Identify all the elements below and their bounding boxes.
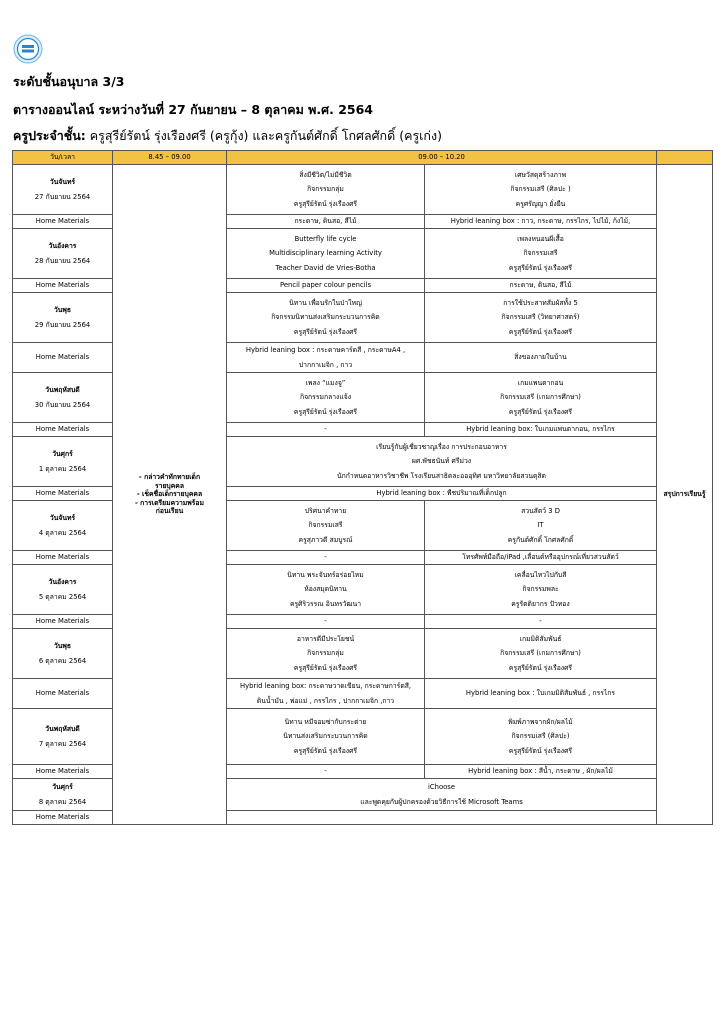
activity-line: เพลง “แมงจู” xyxy=(305,378,346,387)
activity-line: นักกำหนดอาหารวิชาชีพ โรงเรียนสาธิตละอออุทิศ มหาวิทยาลัยสวนดุสิต xyxy=(337,471,546,480)
activity-line: เพลงหนอนผีเสื้อ xyxy=(517,234,564,243)
activity-line: สิ่งมีชีวิต/ไม่มีชีวิต xyxy=(299,170,352,179)
activity-line: Multidisciplinary learning Activity xyxy=(269,249,382,258)
activity-line: พิมพ์ภาพจากผัก/ผลไม้ xyxy=(508,717,573,726)
day-date: 1 ตุลาคม 2564 xyxy=(38,464,87,473)
home-materials-label: Home Materials xyxy=(13,811,113,825)
activity-line: ครูสุรีย์รัตน์ รุ่งเรืองศรี xyxy=(293,746,358,755)
activity-merged-cell xyxy=(227,437,657,487)
activity-line: ครูสุรีย์รัตน์ รุ่งเรืองศรี xyxy=(293,327,358,336)
schedule-table xyxy=(12,150,713,825)
morning-routine-item: ก่อนเรียน xyxy=(155,507,184,516)
activity-line: IT xyxy=(537,521,544,530)
day-cell xyxy=(13,779,113,811)
activity-left-cell xyxy=(227,229,425,279)
home-materials-right: กระดาษ, ดินสอ, สีไม้ xyxy=(425,279,657,293)
activity-right-cell xyxy=(425,373,657,423)
schedule-title: ตารางออนไลน์ ระหว่างวันที่ 27 กันยายน – 8 ตุลาคม พ.ศ. 2564 xyxy=(13,102,373,117)
activity-line: การใช้ประสาทสัมผัสทั้ง 5 xyxy=(503,298,578,307)
activity-line: Teacher David de Vries-Botha xyxy=(275,263,376,272)
day-cell xyxy=(13,565,113,615)
home-materials-right: Hybrid leaning box : ใบเกมมิติสัมพันธ์ , กรรไกร xyxy=(425,679,657,709)
header-time-2: 09.00 – 10.20 xyxy=(227,151,657,165)
activity-left-cell xyxy=(227,709,425,765)
activity-line: กิจกรรมเสรี (เกมการศึกษา) xyxy=(500,393,581,402)
activity-line: กิจกรรมนิทานส่งเสริมกระบวนการคิด xyxy=(271,313,380,322)
activity-line: Butterfly life cycle xyxy=(294,234,357,243)
activity-merged-cell xyxy=(227,779,657,811)
home-materials-right: Hybrid leaning box : กาว, กระดาษ, กรรไกร, ไปไม้, ก้งไม้, xyxy=(425,215,657,229)
material-line: ปากกาเมจิก , กาว xyxy=(298,360,353,369)
material-line: Hybrid leaning box: กระดาษวาดเขียน, กระดาษการ์ดสี, xyxy=(239,682,412,691)
home-materials-right: Hybrid leaning box : สีน้ำ, กระดาษ , ผัก/ผลไม้ xyxy=(425,765,657,779)
activity-right-cell xyxy=(425,629,657,679)
teacher-names: ครูสุรีย์รัตน์ รุ่งเรืองศรี (ครูกุ้ง) และครูกันต์ศักดิ์ โกศลศักดิ์ (ครูเก่ง) xyxy=(89,128,442,143)
home-materials-label: Home Materials xyxy=(13,215,113,229)
activity-line: ครูสุรีย์รัตน์ รุ่งเรืองศรี xyxy=(508,407,573,416)
schedule-body xyxy=(13,165,713,825)
home-materials-left: กระดาษ, ดินสอ, สีไม้ xyxy=(227,215,425,229)
day-name: วันอังคาร xyxy=(48,242,77,251)
activity-left-cell xyxy=(227,501,425,551)
day-date: 5 ตุลาคม 2564 xyxy=(38,592,87,601)
activity-right-cell xyxy=(425,709,657,765)
morning-routine-item: - กล่าวคำทักทายเด็ก xyxy=(138,473,201,482)
activity-line: กิจกรรมกลุ่ม xyxy=(307,649,344,658)
activity-line: ครูสุรีย์รัตน์ รุ่งเรืองศรี xyxy=(508,327,573,336)
material-line: Hybrid leaning box : กระดาษคาร์ดสี , กระดาษA4 , xyxy=(245,346,406,355)
day-date: 30 กันยายน 2564 xyxy=(34,400,91,409)
activity-line: กิจกรรมเสรี (ศิลปะ) xyxy=(511,732,570,741)
day-row xyxy=(13,165,713,215)
activity-line: กิจกรรมเสรี (เกมการศึกษา) xyxy=(500,649,581,658)
morning-routine-item: - การเตรียมความพร้อม xyxy=(135,498,204,507)
activity-line: นิทาน พระจันทร์อร่อยไหม xyxy=(287,570,364,579)
activity-line: กิจกรรมเสรี (วิทยาศาสตร์) xyxy=(501,313,580,322)
day-name: วันพุธ xyxy=(53,642,72,651)
home-materials-right: Hybrid leaning box: ใบเกมแพนตากอน, กรรไกร xyxy=(425,423,657,437)
activity-line: ครูศรัญญา ยั่งยืน xyxy=(515,199,566,208)
day-name: วันพฤหัสบดี xyxy=(45,386,80,395)
activity-right-cell xyxy=(425,165,657,215)
home-materials-left: - xyxy=(227,423,425,437)
activity-line: นิทานส่งเสริมกระบวนการคิด xyxy=(283,732,368,741)
home-materials-label: Home Materials xyxy=(13,679,113,709)
activity-line: อาหารดีมีประโยชน์ xyxy=(296,634,355,643)
day-date: 29 กันยายน 2564 xyxy=(34,320,91,329)
activity-line: กิจกรรมกลุ่ม xyxy=(307,185,344,194)
activity-line: ครูสุรีย์รัตน์ รุ่งเรืองศรี xyxy=(293,663,358,672)
activity-line: ครูศิริวรรณ อินทรวัฒนา xyxy=(289,599,362,608)
activity-right-cell xyxy=(425,565,657,615)
activity-line: เรียนรู้กับผู้เชี่ยวชาญเรื่อง การประกอบอาหาร xyxy=(376,442,507,451)
activity-left-cell xyxy=(227,629,425,679)
morning-routine-item: - เช็คชื่อเด็กรายบุคคล xyxy=(136,490,203,499)
activity-line: กิจกรรมกลางแจ้ง xyxy=(299,393,352,402)
day-cell xyxy=(13,709,113,765)
day-name: วันจันทร์ xyxy=(49,514,76,523)
activity-line: ครูสุรีย์รัตน์ รุ่งเรืองศรี xyxy=(508,663,573,672)
day-date: 28 กันยายน 2564 xyxy=(34,256,91,265)
day-cell xyxy=(13,293,113,343)
day-cell xyxy=(13,165,113,215)
activity-left-cell xyxy=(227,165,425,215)
home-materials-left xyxy=(227,679,425,709)
day-cell xyxy=(13,229,113,279)
home-materials-label: Home Materials xyxy=(13,487,113,501)
header-blank xyxy=(657,151,713,165)
day-cell xyxy=(13,373,113,423)
header-time-1: 8.45 – 09.00 xyxy=(113,151,227,165)
activity-line: ครูกันต์ศักดิ์ โกศลศักดิ์ xyxy=(507,535,574,544)
home-materials-label: Home Materials xyxy=(13,423,113,437)
activity-right-cell xyxy=(425,229,657,279)
day-cell xyxy=(13,437,113,487)
day-date: 6 ตุลาคม 2564 xyxy=(38,656,87,665)
activity-line: ห้องสมุดนิทาน xyxy=(304,585,347,594)
day-date: 8 ตุลาคม 2564 xyxy=(38,797,87,806)
activity-line: สวนสัตว์ 3 D xyxy=(521,506,560,515)
day-name: วันศุกร์ xyxy=(52,783,73,792)
activity-line: ครูสุรีย์รัตน์ รุ่งเรืองศรี xyxy=(508,263,573,272)
activity-left-cell xyxy=(227,373,425,423)
activity-right-cell xyxy=(425,293,657,343)
day-name: วันพฤหัสบดี xyxy=(45,725,80,734)
activity-right-cell xyxy=(425,501,657,551)
class-level: ระดับชั้นอนุบาล 3/3 xyxy=(13,74,125,89)
day-cell xyxy=(13,501,113,551)
activity-line: กิจกรรมเสรี xyxy=(308,521,343,530)
teacher-label: ครูประจำชั้น: xyxy=(13,128,86,143)
home-materials-label: Home Materials xyxy=(13,615,113,629)
morning-routine-cell xyxy=(113,165,227,825)
school-logo xyxy=(13,34,43,64)
activity-line: ครูสุภาวดี สมบูรณ์ xyxy=(298,535,353,544)
activity-line: เศษวัสดุสร้างภาพ xyxy=(514,170,567,179)
header-day-time: วัน/เวลา xyxy=(13,151,113,165)
activity-line: เคลื่อนไหวไปกับสี xyxy=(514,570,567,579)
day-name: วันจันทร์ xyxy=(49,178,76,187)
activity-line: กิจกรรมเสรี (ศิลปะ ) xyxy=(510,185,571,194)
activity-line: ครูสุรีย์รัตน์ รุ่งเรืองศรี xyxy=(293,199,358,208)
home-materials-label: Home Materials xyxy=(13,551,113,565)
home-materials-label: Home Materials xyxy=(13,279,113,293)
home-materials-label: Home Materials xyxy=(13,765,113,779)
home-materials-left: - xyxy=(227,765,425,779)
activity-line: กิจกรรมพละ xyxy=(522,585,559,594)
morning-routine-item: รายบุคคล xyxy=(154,481,185,490)
activity-line: ปริศนาคำทาย xyxy=(304,506,347,515)
home-materials-left xyxy=(227,343,425,373)
activity-line: และพูดคุยกับผู้ปกครองด้วยวิธีการใช้ Microsoft Teams xyxy=(360,797,523,806)
home-materials-merged: Hybrid leaning box : พืชปริมาณที่เด็กปลูก xyxy=(227,487,657,501)
day-date: 7 ตุลาคม 2564 xyxy=(38,739,87,748)
home-materials-left: - xyxy=(227,615,425,629)
day-date: 4 ตุลาคม 2564 xyxy=(38,528,87,537)
activity-line: ครูสุรีย์รัตน์ รุ่งเรืองศรี xyxy=(293,407,358,416)
day-date: 27 กันยายน 2564 xyxy=(34,192,91,201)
activity-line: นิทาน หมีจอมซ่ากับกระต่าย xyxy=(284,717,367,726)
home-materials-right: - xyxy=(425,615,657,629)
home-materials-left: - xyxy=(227,551,425,565)
material-line: ดินน้ำมัน , พ่อแม่ , กรรไกร , ปากกาเมจิก ,กาว xyxy=(256,696,395,705)
teachers-line xyxy=(13,126,442,146)
activity-line: iChoose xyxy=(428,783,455,792)
home-materials-right: โทรศัพท์มือถือ/iPad ,เลื่อนต์หรืออุปกรณ์เที่ยวสวนสัตว์ xyxy=(425,551,657,565)
activity-line: นิทาน เพื่อนรักในป่าใหญ่ xyxy=(289,298,362,307)
activity-line: ครูรัตติยากร ปัวทอง xyxy=(511,599,570,608)
activity-line: เกมแพนตากอน xyxy=(517,378,564,387)
home-materials-merged xyxy=(227,811,657,825)
day-cell xyxy=(13,629,113,679)
activity-line: ผศ.พัชธนันท์ ศรีม่วง xyxy=(411,457,472,466)
day-name: วันอังคาร xyxy=(48,578,77,587)
summary-cell: สรุปการเรียนรู้ xyxy=(657,165,713,825)
day-name: วันพุธ xyxy=(53,306,72,315)
day-name: วันศุกร์ xyxy=(52,450,73,459)
activity-line: เกมมิติสัมพันธ์ xyxy=(519,634,562,643)
activity-left-cell xyxy=(227,565,425,615)
activity-left-cell xyxy=(227,293,425,343)
home-materials-right: สิ่งของภายในบ้าน xyxy=(425,343,657,373)
activity-line: กิจกรรมเสรี xyxy=(523,249,558,258)
table-header-row xyxy=(13,151,713,165)
home-materials-left: Pencil paper colour pencils xyxy=(227,279,425,293)
activity-line: ครูสุรีย์รัตน์ รุ่งเรืองศรี xyxy=(508,746,573,755)
home-materials-label: Home Materials xyxy=(13,343,113,373)
